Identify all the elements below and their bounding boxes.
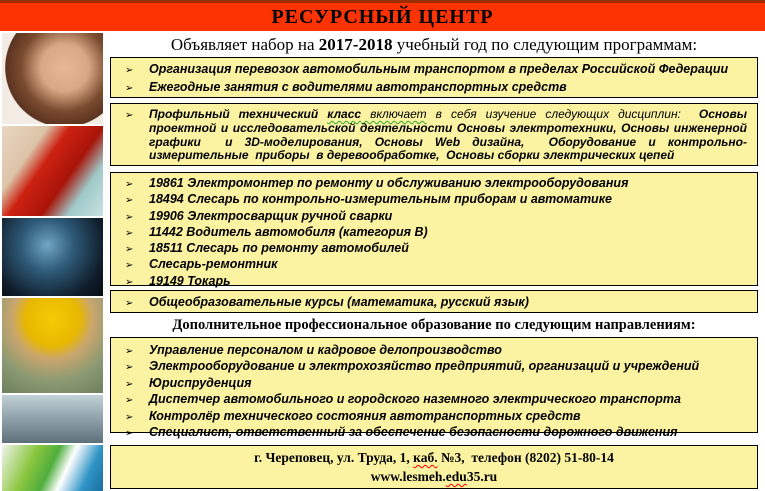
dpo-program-label: Диспетчер автомобильного и городского наземного электрического транспорта (149, 392, 681, 407)
profile-mid: в себя изучение следующих дисциплин: (426, 107, 699, 121)
photo-digital-technology-keyboard (2, 218, 103, 296)
dpo-program-label: Управление персоналом и кадровое делопроизводство (149, 343, 502, 357)
list-item (121, 294, 747, 312)
list-item (121, 225, 747, 241)
photo-hand-with-red-calculator (2, 126, 103, 216)
address-part: г. Череповец, ул. Труда, 1, (254, 450, 414, 465)
profession-label: 19861 Электромонтер по ремонту и обслуживанию электрооборудования (149, 176, 629, 190)
list-item (121, 392, 747, 408)
list-item (121, 241, 747, 257)
profession-label: 19149 Токарь (149, 273, 231, 288)
profession-label: 18494 Слесарь по контрольно-измерительным приборам и автоматике (149, 192, 612, 207)
profile-wavy-regular: включает (361, 107, 427, 121)
box-dpo-programs (110, 337, 758, 440)
box-professions (110, 172, 758, 286)
contact-box (110, 445, 758, 489)
website-url (371, 467, 497, 486)
dpo-program-label: Специалист, ответственный за обеспечение безопасности дорожного движения (149, 425, 678, 440)
arrow-bullet-icon: ➢ (125, 378, 134, 390)
arrow-bullet-icon: ➢ (125, 227, 134, 239)
arrow-bullet-icon: ➢ (125, 298, 134, 309)
arrow-bullet-icon: ➢ (125, 362, 134, 374)
course-label: Общеобразовательные курсы (математика, русский язык) (149, 295, 529, 309)
arrow-bullet-icon: ➢ (125, 195, 134, 207)
dpo-heading: Дополнительное профессиональное образование по следующим направлениям: (172, 317, 696, 333)
dpo-program-label: Электрооборудование и электрохозяйство предприятий, организаций и учреждений (149, 359, 700, 374)
arrow-bullet-icon: ➢ (125, 395, 134, 407)
arrow-bullet-icon: ➢ (125, 83, 134, 94)
arrow-bullet-icon: ➢ (125, 346, 134, 357)
photo-worker-in-yellow-hard-hat (2, 298, 103, 393)
dpo-program-label: Юриспруденция (149, 375, 252, 390)
program-label: Организация перевозок автомобильным транспортом в пределах Российской Федерации (149, 62, 729, 76)
profession-label: 19906 Электросварщик ручной сварки (149, 208, 393, 223)
list-item (121, 409, 747, 425)
list-item (121, 257, 747, 273)
photo-call-center-operator (2, 33, 103, 124)
arrow-bullet-icon: ➢ (125, 276, 134, 288)
list-item (121, 425, 747, 441)
dpo-program-label: Контролёр технического состояния автотранспортных средств (149, 408, 581, 423)
photo-hands-with-charts-documents (2, 445, 103, 491)
enrollment-subtitle (110, 33, 758, 56)
list-item (121, 209, 747, 225)
list-item (121, 192, 747, 208)
arrow-bullet-icon: ➢ (125, 411, 134, 423)
url-part: www.lesmeh. (370, 469, 446, 484)
arrow-bullet-icon: ➢ (125, 65, 134, 76)
profile-lead: Профильный технический (149, 107, 328, 121)
subtitle-prefix: Объявляет набор на (170, 35, 319, 54)
subtitle-years: 2017-2018 (318, 35, 393, 54)
arrow-bullet-icon: ➢ (125, 260, 134, 272)
subtitle-suffix: учебный год по следующим программам: (392, 35, 698, 54)
list-item (121, 61, 747, 79)
address-part-misspelled: каб. (413, 450, 438, 465)
program-label: Ежегодные занятия с водителями автотранспортных средств (149, 80, 567, 94)
box-general-courses (110, 290, 758, 313)
url-part-misspelled: edu (445, 469, 467, 484)
header-bar (0, 0, 765, 31)
profession-label: 18511 Слесарь по ремонту автомобилей (149, 241, 409, 256)
address-part: №3, телефон (8202) 51-80-14 (437, 450, 614, 465)
list-item (121, 343, 747, 359)
page-title: РЕСУРСНЫЙ ЦЕНТР (271, 5, 494, 28)
arrow-bullet-icon: ➢ (125, 110, 134, 121)
list-item (121, 359, 747, 375)
profile-disciplines: Основы проектной и исследовательской деятельности Основы электротехники, Основы инженерной графики и 3D-моделирования, Основы Web дизайна, Оборудование и контрольно-измерительные приборы в деревообработке, Основы сборки электрических цепей (149, 107, 751, 163)
profile-class-description (149, 107, 751, 163)
url-part: 35.ru (466, 469, 498, 484)
list-item (121, 176, 747, 192)
list-item (121, 79, 747, 97)
profession-label: Слесарь-ремонтник (149, 257, 278, 272)
profile-wavy-bold: класс (327, 107, 362, 121)
photo-business-meeting (2, 395, 103, 443)
box-profile-technical-class (110, 103, 758, 166)
arrow-bullet-icon: ➢ (125, 211, 134, 223)
box-transport-programs (110, 57, 758, 98)
arrow-bullet-icon: ➢ (125, 179, 134, 190)
list-item (121, 376, 747, 392)
contact-address (254, 448, 614, 467)
list-item (121, 107, 751, 163)
list-item (121, 274, 747, 290)
profession-label: 11442 Водитель автомобиля (категория B) (149, 224, 428, 239)
arrow-bullet-icon: ➢ (125, 428, 134, 440)
arrow-bullet-icon: ➢ (125, 244, 134, 256)
